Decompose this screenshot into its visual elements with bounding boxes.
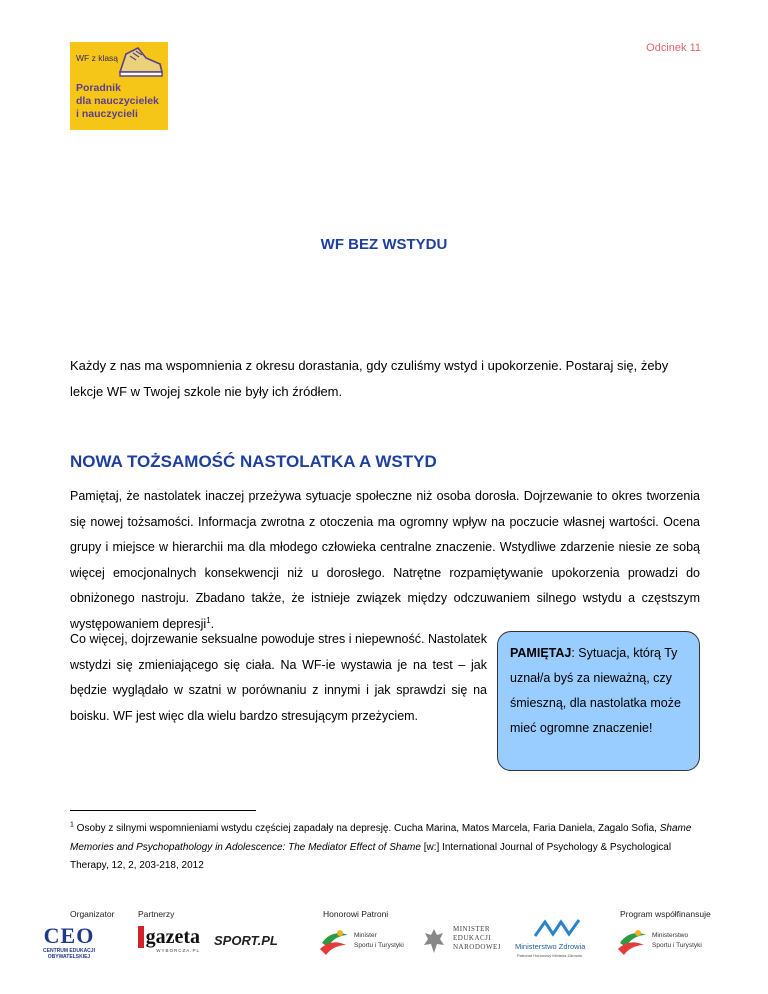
remember-callout — [497, 631, 700, 771]
ceo-logo-sub: CENTRUM EDUKACJI OBYWATELSKIEJ — [43, 948, 95, 960]
cofinance-ministry-icon — [616, 927, 648, 957]
footnote — [70, 820, 700, 876]
ministry-sport-logo — [318, 925, 418, 965]
ministry-health-line-2: Patronat Honorowy Ministra Zdrowia — [517, 953, 582, 958]
ceo-logo — [38, 925, 100, 965]
footnote-ref[interactable]: 1 — [206, 615, 211, 625]
para1-end: . — [210, 616, 215, 631]
cofinance-label: Program współfinansuje — [620, 909, 711, 919]
callout-label: PAMIĘTAJ — [510, 646, 572, 660]
ministry-health-line-1: Ministerstwo Zdrowia — [515, 942, 586, 951]
eagle-emblem-icon — [423, 927, 445, 955]
ministry-health-logo — [515, 918, 610, 968]
wf-z-klasa-logo — [70, 42, 168, 130]
ministry-education-logo — [423, 921, 508, 965]
footnote-divider — [70, 810, 256, 811]
gazeta-logo-text: gazeta — [145, 926, 200, 948]
footnote-title: Shame Memories and Psychopathology in Adolescence: The Mediator Effect of Shame — [70, 823, 692, 853]
ceo-logo-text: CEO — [43, 923, 95, 948]
cofin-sport-line-2: Sportu i Turystyki — [652, 942, 702, 949]
gazeta-logo — [138, 926, 200, 958]
logo-line-3: i nauczycieli — [76, 108, 138, 120]
sport-pl-logo: SPORT.PL — [214, 933, 278, 948]
footnote-text-b: [w:] International Journal of Psychology & Psychological Therapy, 12, 2, 203-218, 2012 — [70, 841, 672, 871]
organizer-label: Organizator — [70, 909, 115, 919]
ministry-edu-line-1: MINISTER — [453, 925, 491, 933]
section-paragraph-2: Co więcej, dojrzewanie seksualne powoduje stres i niepewność. Nastolatek wstydzi się zmieniającego się ciała. Na WF-ie wystawia je na test – jak będzie wyglądało w szatni w porównaniu z innymi i jak sprawdzi się na boisku. WF jest więc dla wielu bardzo stresującym przeżyciem. — [70, 632, 487, 723]
intro-paragraph: Każdy z nas ma wspomnienia z okresu dorastania, gdy czuliśmy wstyd i upokorzenie. Postaraj się, żeby lekcje WF w Twojej szkole nie były ich źródłem. — [70, 358, 669, 399]
logo-line-2: dla nauczycielek — [76, 95, 159, 107]
ministry-edu-line-2: EDUKACJI — [453, 934, 492, 942]
ministry-sport-line-2: Sportu i Turystyki — [354, 942, 404, 949]
section-paragraph-1 — [70, 484, 700, 638]
logo-title — [76, 82, 159, 121]
gazeta-logo-sub: WYBORCZA.PL — [156, 948, 200, 953]
ministry-sport-icon — [318, 927, 350, 957]
cofinance-ministry-sport-logo — [616, 925, 716, 965]
logo-line-1: Poradnik — [76, 82, 121, 94]
ministry-health-icon — [533, 918, 585, 940]
sneaker-icon — [116, 44, 166, 80]
ministry-edu-line-3: NARODOWEJ — [453, 943, 502, 951]
section-heading: NOWA TOŻSAMOŚĆ NASTOLATKA A WSTYD — [70, 452, 437, 471]
cofin-sport-line-1: Ministerstwo — [652, 932, 689, 939]
logo-top-text: WF z klasą — [76, 53, 119, 63]
footnote-number: 1 — [70, 821, 74, 829]
partners-label: Partnerzy — [138, 909, 175, 919]
footnote-text-a: Osoby z silnymi wspomnieniami wstydu częściej zapadały na depresję. Cucha Marina, Matos Marcela, Faria Daniela, Zagalo Sofia, — [73, 823, 660, 834]
episode-label: Odcinek 11 — [646, 42, 701, 54]
ministry-sport-line-1: Minister — [354, 932, 377, 939]
callout-text: : Sytuacja, którą Ty uznał/a byś za nieważną, czy śmieszną, dla nastolatka może mieć ogromne znaczenie! — [510, 646, 681, 735]
para1-text: Pamiętaj, że nastolatek inaczej przeżywa sytuacje społeczne niż osoba dorosła. Dojrzewanie to okres tworzenia się nowej tożsamości. Informacja zwrotna z otoczenia ma ogromny wpływ na poczucie własnej wartości. Ocena grupy i miejsce w hierarchii ma dla młodego człowieka centralne znaczenie. Wstydliwe zdarzenie niesie ze sobą więcej emocjonalnych konsekwencji niż u dorosłego. Natrętne rozpamiętywanie upokorzenia prowadzi do obniżonego nastroju. Zbadano także, że istnieje związek między odczuwaniem silnego wstydu a częstszym występowaniem depresji — [70, 489, 700, 631]
patrons-label: Honorowi Patroni — [323, 909, 389, 919]
page-title: WF BEZ WSTYDU — [320, 236, 448, 253]
